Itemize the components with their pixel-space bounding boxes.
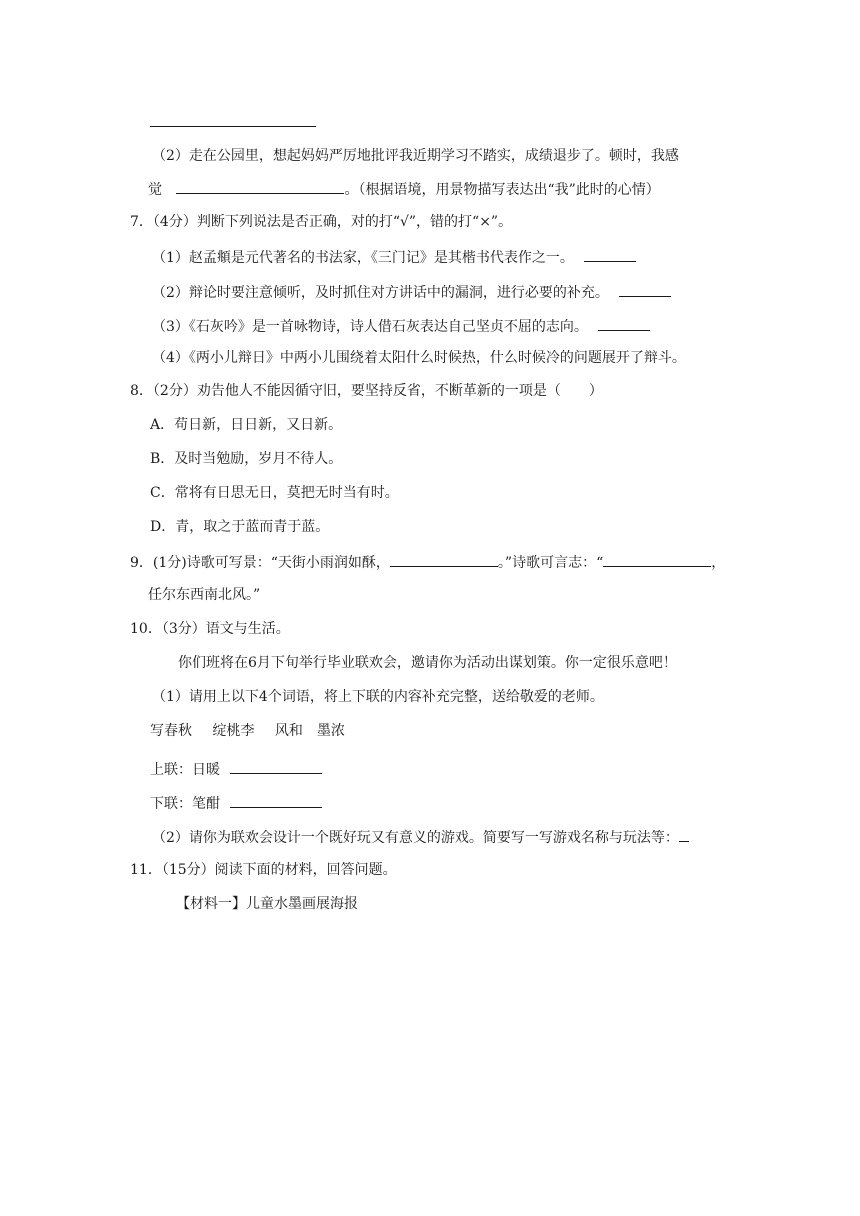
q8-option-c[interactable]: C．常将有日思无日，莫把无时当有时。 bbox=[150, 485, 399, 501]
q10-part2 bbox=[152, 826, 689, 846]
q7-item-2 bbox=[152, 281, 671, 301]
q7-item-4: （4）《两小儿辩日》中两小儿围绕着太阳什么时候热，什么时候冷的问题展开了辩斗。 bbox=[152, 350, 686, 366]
q9-blank-1[interactable] bbox=[390, 551, 498, 567]
q6-answer-blank[interactable] bbox=[176, 178, 344, 194]
top-answer-line bbox=[150, 126, 316, 127]
q11-stem: 11．（15分）阅读下面的材料，回答问题。 bbox=[130, 862, 397, 878]
q9-line1 bbox=[130, 551, 725, 571]
q10-stem: 10．（3分）语文与生活。 bbox=[130, 621, 290, 637]
q7-item-3 bbox=[152, 315, 650, 335]
q9-blank-2[interactable] bbox=[603, 551, 711, 567]
q9-text-c: ， bbox=[711, 555, 726, 571]
q7-stem: 7．（4分）判断下列说法是否正确，对的打“√”，错的打“×”。 bbox=[130, 214, 513, 230]
q7-item-1-text: （1）赵孟頫是元代著名的书法家，《三门记》是其楷书代表作之一。 bbox=[152, 250, 574, 266]
q6-part2-line2 bbox=[148, 178, 660, 198]
q9-line2: 任尔东西南北风。” bbox=[148, 587, 261, 603]
q10-part2-text: （2）请你为联欢会设计一个既好玩又有意义的游戏。简要写一写游戏名称与玩法等： bbox=[152, 830, 679, 846]
q9-text-a: 9．(1分)诗歌可写景：“天街小雨润如酥， bbox=[130, 555, 390, 571]
q7-item-3-blank[interactable] bbox=[598, 315, 650, 331]
q8-option-a[interactable]: A．苟日新，日日新，又日新。 bbox=[150, 417, 343, 433]
q8-option-d[interactable]: D．青，取之于蓝而青于蓝。 bbox=[150, 519, 330, 535]
q10-part1: （1）请用上以下4个词语，将上下联的内容补充完整，送给敬爱的老师。 bbox=[152, 689, 604, 705]
q8-option-b[interactable]: B．及时当勉励，岁月不待人。 bbox=[150, 451, 343, 467]
q10-upper-couplet bbox=[150, 758, 322, 778]
q7-item-1 bbox=[152, 246, 636, 266]
q7-item-3-text: （3）《石灰吟》是一首咏物诗，诗人借石灰表达自己坚贞不屈的志向。 bbox=[152, 319, 588, 335]
q10-lower-blank[interactable] bbox=[230, 792, 322, 808]
q9-text-b: 。”诗歌可言志：“ bbox=[497, 555, 604, 571]
q10-part2-blank[interactable] bbox=[679, 826, 689, 842]
q10-upper-blank[interactable] bbox=[230, 758, 322, 774]
q10-upper-label: 上联：日暖 bbox=[150, 762, 220, 778]
q10-lower-label: 下联：笔酣 bbox=[150, 796, 220, 812]
q7-item-2-blank[interactable] bbox=[619, 281, 671, 297]
q8-stem: 8．（2分）劝告他人不能因循守旧，要坚持反省，不断革新的一项是（ ） bbox=[130, 383, 603, 399]
q6-part2-prefix: 觉 bbox=[148, 182, 162, 198]
q6-part2-suffix: 。（根据语境，用景物描写表达出“我”此时的心情） bbox=[344, 182, 660, 198]
q10-word-list: 写春秋 绽桃李 风和 墨浓 bbox=[150, 723, 345, 739]
q7-item-2-text: （2）辩论时要注意倾听，及时抓住对方讲话中的漏洞，进行必要的补充。 bbox=[152, 285, 609, 301]
q6-part2-line1: （2）走在公园里，想起妈妈严厉地批评我近期学习不踏实，成绩退步了。顿时，我感 bbox=[152, 148, 679, 164]
q10-lower-couplet bbox=[150, 792, 322, 812]
q10-intro: 你们班将在6月下旬举行毕业联欢会，邀请你为活动出谋划策。你一定很乐意吧！ bbox=[178, 655, 677, 671]
q11-material1-title: 【材料一】儿童水墨画展海报 bbox=[176, 896, 358, 912]
q7-item-1-blank[interactable] bbox=[584, 246, 636, 262]
